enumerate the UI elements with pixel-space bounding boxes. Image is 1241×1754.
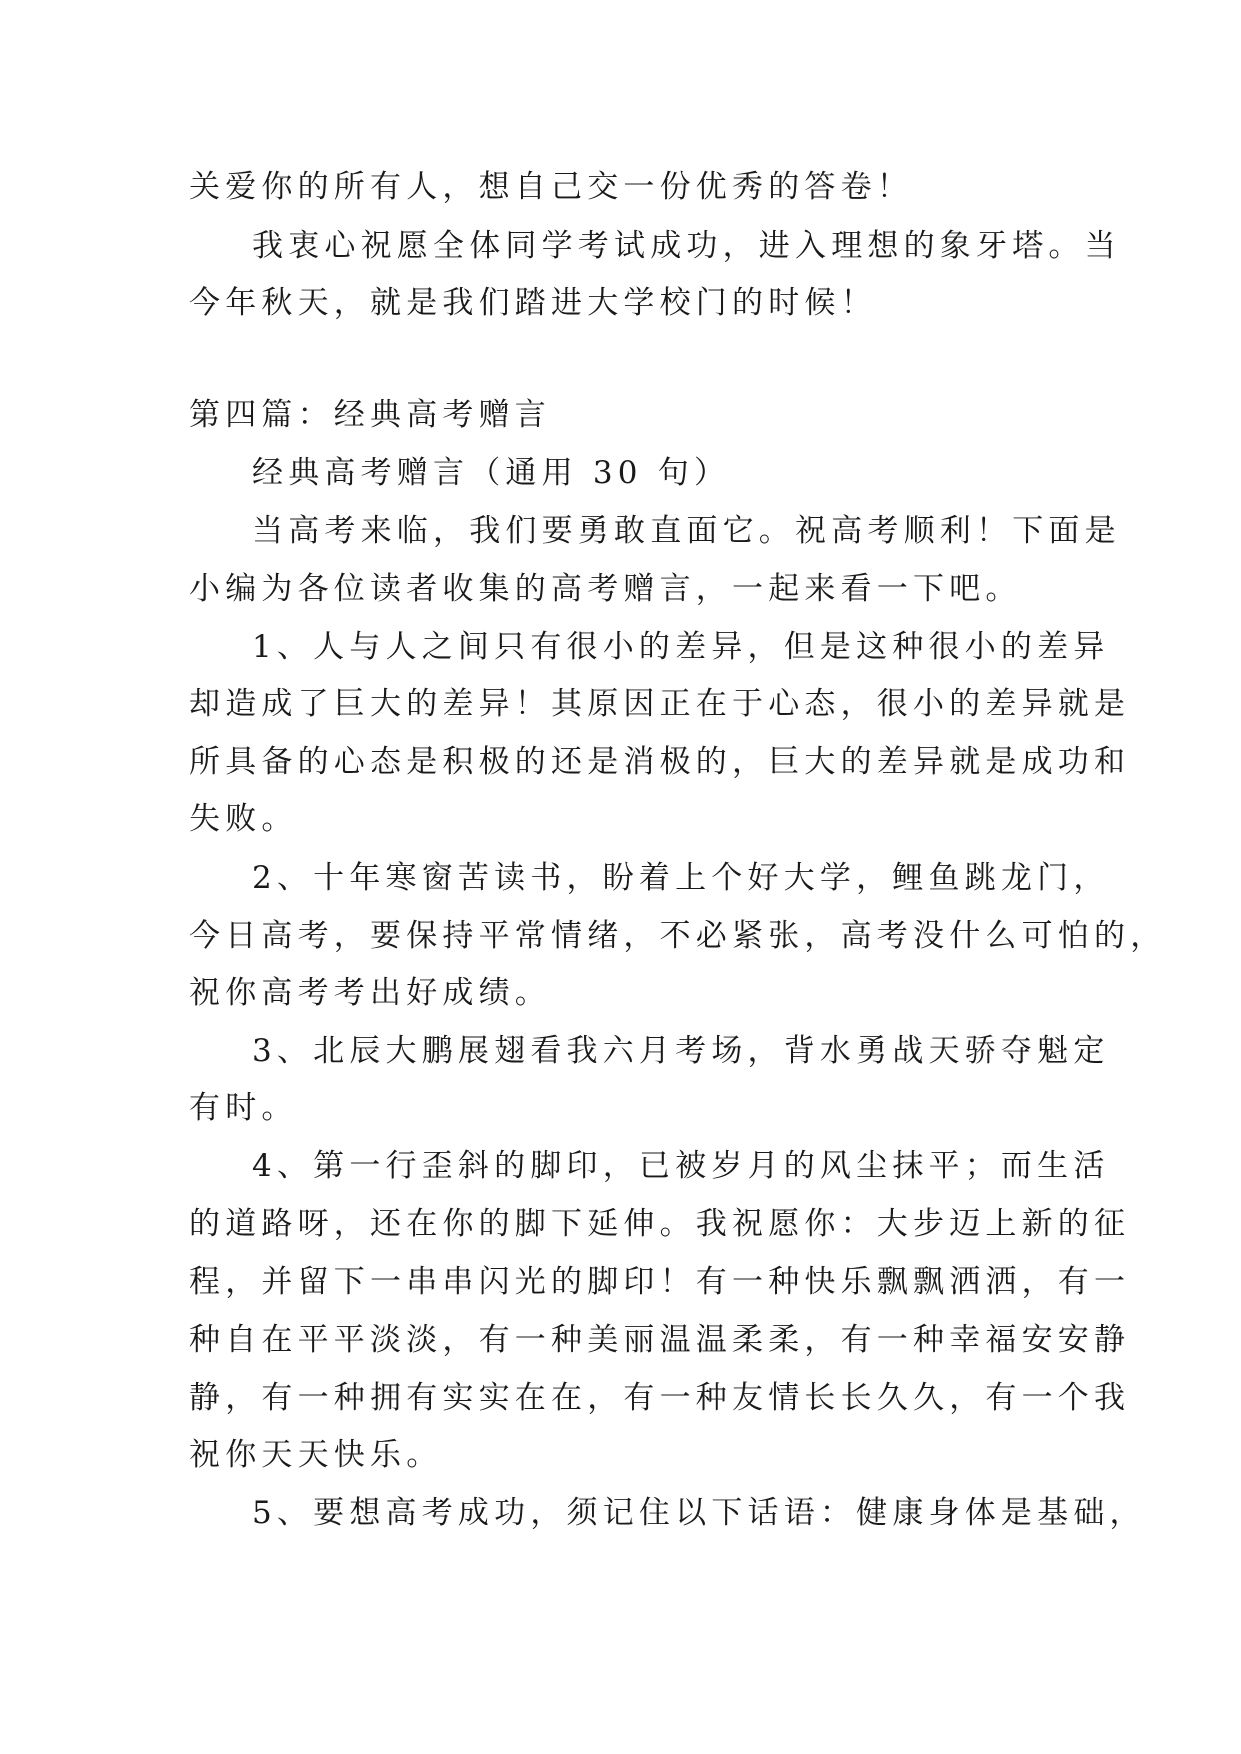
text-line: 祝你高考考出好成绩。 [189, 975, 551, 1011]
text-line: 3、北辰大鹏展翅看我六月考场，背水勇战天骄夺魁定 [252, 1033, 1110, 1069]
section-title: 第四篇：经典高考赠言 [189, 397, 551, 433]
text-line: 的道路呀，还在你的脚下延伸。我祝愿你：大步迈上新的征 [189, 1206, 1131, 1242]
text-line: 祝你天天快乐。 [189, 1437, 443, 1473]
text-line: 却造成了巨大的差异！其原因正在于心态，很小的差异就是 [189, 686, 1131, 722]
text-line: 我衷心祝愿全体同学考试成功，进入理想的象牙塔。当 [252, 228, 1121, 264]
text-line: 种自在平平淡淡，有一种美丽温温柔柔，有一种幸福安安静 [189, 1322, 1131, 1358]
article-title: 经典高考赠言（通用 30 句） [252, 455, 731, 491]
text-line: 关爱你的所有人，想自己交一份优秀的答卷！ [189, 169, 913, 205]
text-line: 小编为各位读者收集的高考赠言，一起来看一下吧。 [189, 571, 1022, 607]
text-line: 1、人与人之间只有很小的差异，但是这种很小的差异 [252, 629, 1110, 665]
text-line: 5、要想高考成功，须记住以下话语：健康身体是基础， [252, 1495, 1146, 1531]
text-line: 静，有一种拥有实实在在，有一种友情长长久久，有一个我 [189, 1380, 1131, 1416]
text-line: 当高考来临，我们要勇敢直面它。祝高考顺利！下面是 [252, 513, 1121, 549]
text-line: 失败。 [189, 801, 298, 837]
text-line: 今日高考，要保持平常情绪，不必紧张，高考没什么可怕的， [189, 918, 1167, 954]
text-line: 有时。 [189, 1090, 298, 1126]
text-line: 所具备的心态是积极的还是消极的，巨大的差异就是成功和 [189, 744, 1131, 780]
text-line: 4、第一行歪斜的脚印，已被岁月的风尘抹平；而生活 [252, 1148, 1110, 1184]
text-line: 程，并留下一串串闪光的脚印！有一种快乐飘飘洒洒，有一 [189, 1264, 1131, 1300]
text-line: 2、十年寒窗苦读书，盼着上个好大学，鲤鱼跳龙门， [252, 860, 1110, 896]
text-line: 今年秋天，就是我们踏进大学校门的时候！ [189, 285, 877, 321]
